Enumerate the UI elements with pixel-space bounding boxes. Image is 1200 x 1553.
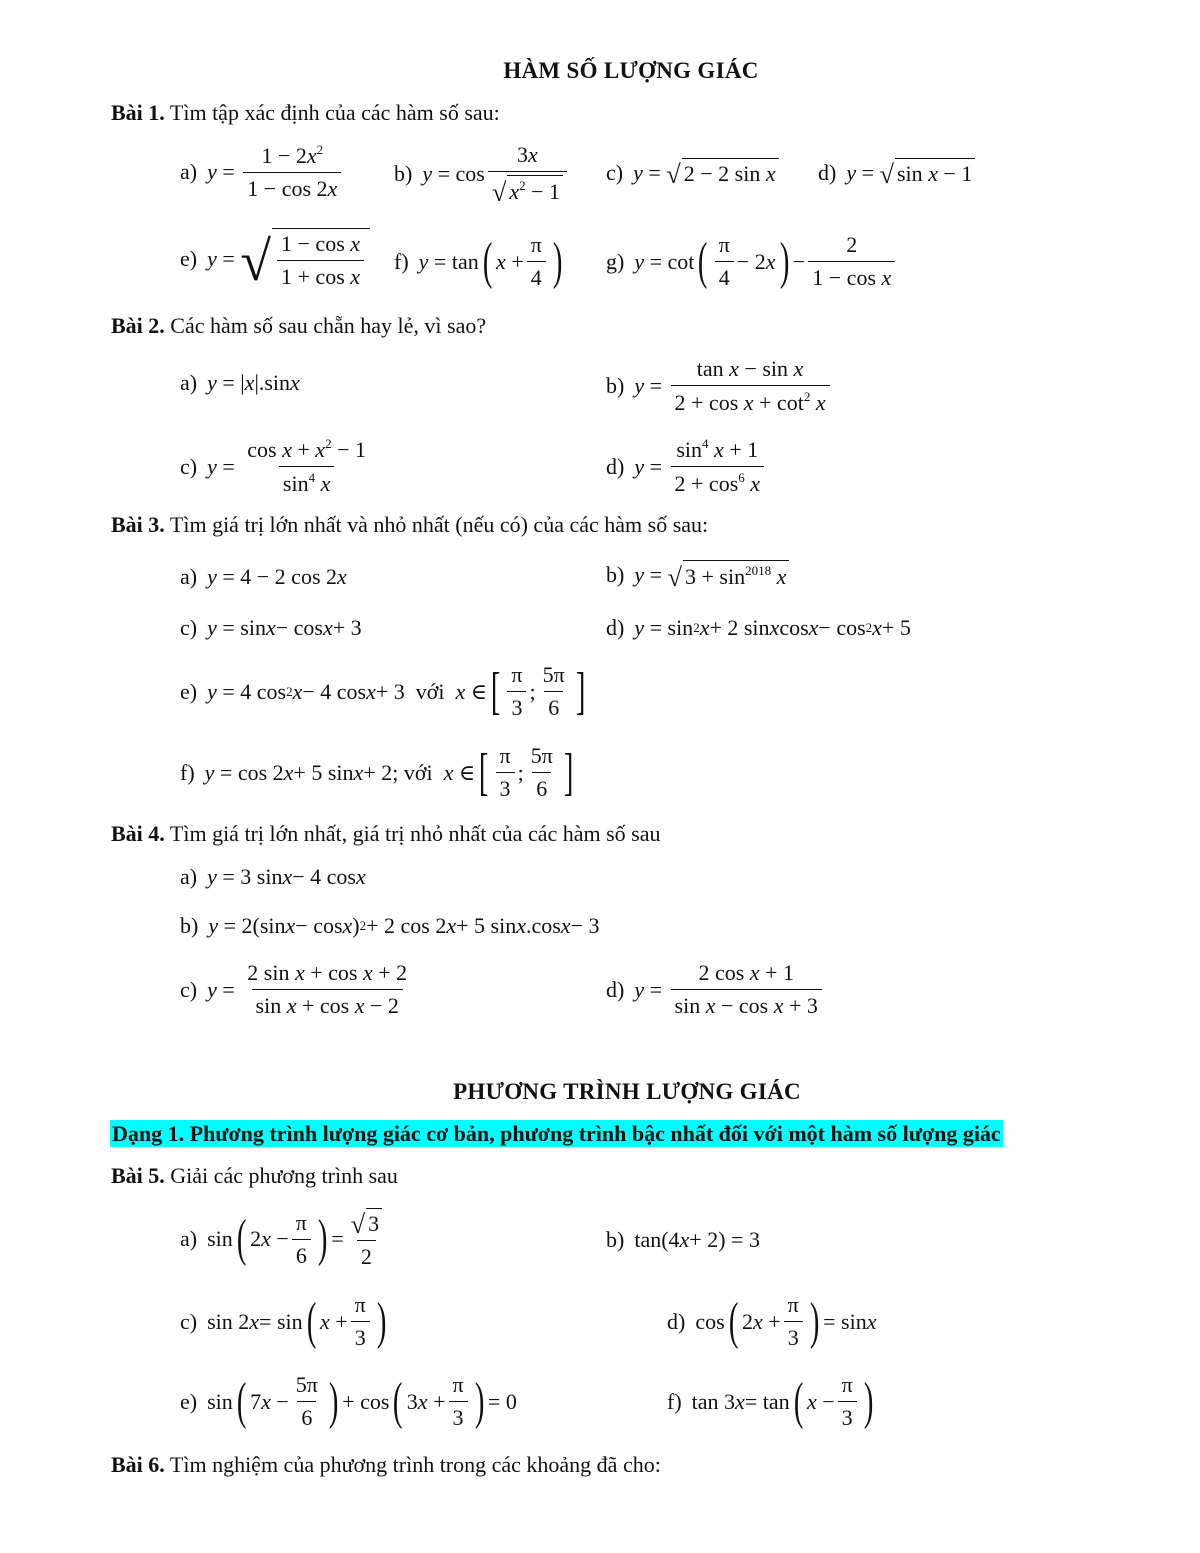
label-e: e) [180, 678, 198, 704]
bai-2-heading [111, 313, 486, 339]
bai-3-heading [111, 512, 708, 538]
label-e: e) [180, 246, 198, 271]
label-e: e) [180, 1388, 198, 1414]
label-g: g) [606, 248, 625, 274]
dang-1-text: Dạng 1. Phương trình lượng giác cơ bản, phương trình bậc nhất đối với một hàm số lượng giác [112, 1121, 1001, 1146]
bai5-item-f: f) tan 3 x = tan ( x − $\frac{\pi}{3}$ ) [667, 1372, 874, 1430]
label-d: d) [818, 159, 837, 185]
label-c: c) [606, 159, 624, 185]
bai4-item-b: b) y = 2(sin x − cos x ) 2 + 2 cos 2 x + 5 sin x .cos x − 3 [180, 913, 600, 938]
bai-2-label: Bài 2. [111, 313, 165, 338]
label-c: c) [180, 453, 198, 479]
label-f: f) [667, 1388, 682, 1414]
label-f: f) [180, 759, 195, 785]
bai3-item-a: a) y = 4 − 2 cos 2 x [180, 564, 347, 589]
bai1-item-e: e) y = √ $\frac{\text{1 − cos x}}{\text{1 + cos x}}$ [180, 228, 370, 290]
bai-1-text: Tìm tập xác định của các hàm số sau: [164, 100, 500, 125]
label-c: c) [180, 976, 198, 1002]
bai-5-heading [111, 1163, 398, 1189]
bai2-item-c: c) y = $\frac{\cos x + x^2 - 1}{\sin^4 x}$ [180, 436, 366, 496]
bai-4-heading [111, 821, 661, 847]
label-b: b) [606, 562, 625, 587]
bai3-item-b: b) y = √ $3 + \sin^{2018} x$ [606, 560, 789, 590]
bai-6-label: Bài 6. [111, 1452, 165, 1477]
bai-5-text: Giải các phương trình sau [164, 1163, 398, 1188]
bai1-item-f: f) y = tan ( x + $\frac{\pi}{4}$ ) [394, 232, 563, 290]
label-c: c) [180, 615, 198, 640]
label-d: d) [606, 453, 625, 479]
label-a: a) [180, 564, 198, 589]
bai-3-label: Bài 3. [111, 512, 165, 537]
label-a: a) [180, 864, 198, 889]
bai-5-label: Bài 5. [111, 1163, 165, 1188]
label-b: b) [606, 373, 625, 398]
bai2-item-a: a) y = | x |.sin x [180, 370, 300, 395]
word-voi: với [415, 678, 445, 704]
bai4-item-d: d) y = $\frac{\text{2 cos x + 1}}{\text{sin x − cos x + 3}}$ [606, 960, 825, 1019]
bai-6-text: Tìm nghiệm của phương trình trong các khoảng đã cho: [164, 1452, 661, 1477]
title-phuong-trinh: PHƯƠNG TRÌNH LƯỢNG GIÁC [453, 1079, 801, 1104]
bai3-item-e: e) y = 4 cos 2 x − 4 cos x + 3 với x ∈ [ $\frac{\pi}{3}$ ; $\frac{5\pi}{6}$ ] [180, 662, 586, 720]
bai-3-text: Tìm giá trị lớn nhất và nhỏ nhất (nếu có) của các hàm số sau: [164, 512, 709, 537]
label-b: b) [606, 1227, 625, 1252]
word-voi-2: ; với [392, 759, 433, 785]
label-b: b) [180, 913, 199, 938]
bai5-item-c: c) sin 2 x = sin ( x + $\frac{\pi}{3}$ ) [180, 1292, 387, 1350]
bai-6-heading [111, 1452, 661, 1478]
bai1-item-c: c) y = √ 2 − 2 sin x [606, 158, 779, 187]
bai5-item-a: a) sin ( 2 x − $\frac{\pi}{6}$ ) = √ 3 2 [180, 1208, 389, 1270]
bai1-item-b: b) y = cos 3x √ $x^2 - 1$ [394, 142, 570, 205]
bai3-item-f: f) y = cos 2 x + 5 sin x + 2 ; với x ∈ [ $\frac{\pi}{3}$ ; $\frac{5\pi}{6}$ ] [180, 743, 574, 801]
bai5-item-b: b) tan(4 x + 2) = 3 [606, 1227, 760, 1252]
label-d: d) [606, 976, 625, 1002]
bai-1-label: Bài 1. [111, 100, 165, 125]
bai5-item-d: d) cos ( 2 x + $\frac{\pi}{3}$ ) = sin x [667, 1292, 877, 1350]
bai1-item-a: a) y = $\frac{1 - 2x^2}{1 - \cos 2x}$ [180, 142, 344, 202]
label-c: c) [180, 1308, 198, 1334]
bai-4-text: Tìm giá trị lớn nhất, giá trị nhỏ nhất của các hàm số sau [164, 821, 661, 846]
title-ham-so: HÀM SỐ LƯỢNG GIÁC [503, 58, 759, 83]
bai4-item-c: c) y = $\frac{\text{2 sin x + cos x + 2}}{\text{sin x + cos x − 2}}$ [180, 960, 408, 1018]
dang-1-heading [110, 1121, 1003, 1147]
bai5-item-e: e) sin ( 7 x − $\frac{5\pi}{6}$ ) + cos ( 3 x + $\frac{\pi}{3}$ ) = 0 [180, 1372, 517, 1430]
bai3-item-d: d) y = sin 2 x + 2 sin x cos x − cos 2 x + 5 [606, 615, 911, 640]
bai1-item-d: d) y = √ sin x − 1 [818, 158, 975, 187]
label-a: a) [180, 370, 198, 395]
bai-2-text: Các hàm số sau chẵn hay lẻ, vì sao? [164, 313, 487, 338]
bai2-item-b: b) y = $\frac{\text{tan x − sin x}}{2 + \cos x + \cot^2 x}$ [606, 356, 833, 416]
bai4-item-a: a) y = 3 sin x − 4 cos x [180, 864, 366, 889]
label-d: d) [606, 615, 625, 640]
bai2-item-d: d) y = $\frac{\sin^4 x + 1}{2 + \cos^6 x}$ [606, 436, 767, 497]
bai-4-label: Bài 4. [111, 821, 165, 846]
bai3-item-c: c) y = sin x − cos x + 3 [180, 615, 362, 640]
label-f: f) [394, 248, 409, 274]
label-b: b) [394, 160, 413, 186]
label-d: d) [667, 1308, 686, 1334]
label-a: a) [180, 1226, 198, 1252]
bai1-item-g: g) y = cot ( $\frac{\pi}{4}$ − 2 x ) − $\frac{2}{\text{1 − cos x}}$ [606, 232, 898, 291]
label-a: a) [180, 159, 198, 184]
bai-1-heading [111, 100, 500, 126]
